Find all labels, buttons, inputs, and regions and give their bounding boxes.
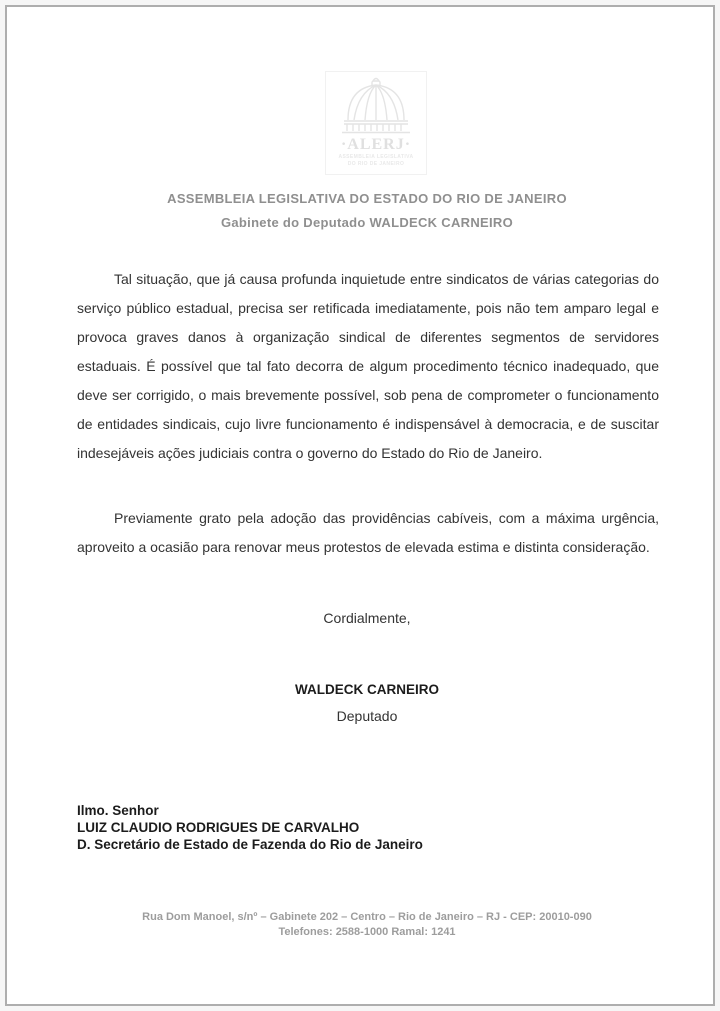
addressee-name: LUIZ CLAUDIO RODRIGUES DE CARVALHO bbox=[77, 820, 360, 835]
signer-name: WALDECK CARNEIRO bbox=[295, 682, 439, 697]
body-paragraph-1: Tal situação, que já causa profunda inquietude entre sindicatos de várias categorias do serviço público estadual, precisa ser retificada imediatamente, pois não tem amparo legal e provoca graves danos à organização sindical de diferentes segmentos de servidores estaduais. É possível que tal fato decorra de algum procedimento técnico inadequado, que deve ser corrigido, o mais brevemente possível, sob pena de comprometer o funcionamento de entidades sindicais, cujo livre funcionamento é indispensável à democracia, e de suscitar indesejáveis ações judiciais contra o governo do Estado do Rio de Janeiro. bbox=[77, 271, 659, 461]
signer-role: Deputado bbox=[336, 708, 398, 724]
body-paragraph-2: Previamente grato pela adoção das providências cabíveis, com a máxima urgência, aproveito a ocasião para renovar meus protestos de elevada estima e distinta consideração. bbox=[77, 510, 659, 555]
addressee-role: D. Secretário de Estado de Fazenda do Rio de Janeiro bbox=[77, 837, 423, 852]
alerj-sub-line1: ASSEMBLEIA LEGISLATIVA bbox=[338, 154, 414, 160]
addressee-salutation: Ilmo. Senhor bbox=[77, 803, 159, 818]
alerj-acronym: ·ALERJ· bbox=[340, 136, 412, 153]
closing-salutation: Cordialmente, bbox=[323, 610, 411, 626]
alerj-dome-icon bbox=[334, 76, 418, 136]
letterhead-subtitle: Gabinete do Deputado WALDECK CARNEIRO bbox=[220, 215, 514, 230]
footer-address: Rua Dom Manoel, s/nº – Gabinete 202 – Centro – Rio de Janeiro – RJ - CEP: 20010-090 bbox=[142, 911, 592, 923]
letterhead-title: ASSEMBLEIA LEGISLATIVA DO ESTADO DO RIO DE JANEIRO bbox=[167, 191, 567, 206]
letter-page bbox=[5, 5, 715, 1006]
alerj-watermark bbox=[325, 71, 427, 175]
footer-phones: Telefones: 2588-1000 Ramal: 1241 bbox=[278, 926, 456, 938]
addressee-block bbox=[77, 802, 659, 853]
alerj-sub-line2: DO RIO DE JANEIRO bbox=[347, 161, 405, 167]
footer-block bbox=[7, 910, 720, 940]
